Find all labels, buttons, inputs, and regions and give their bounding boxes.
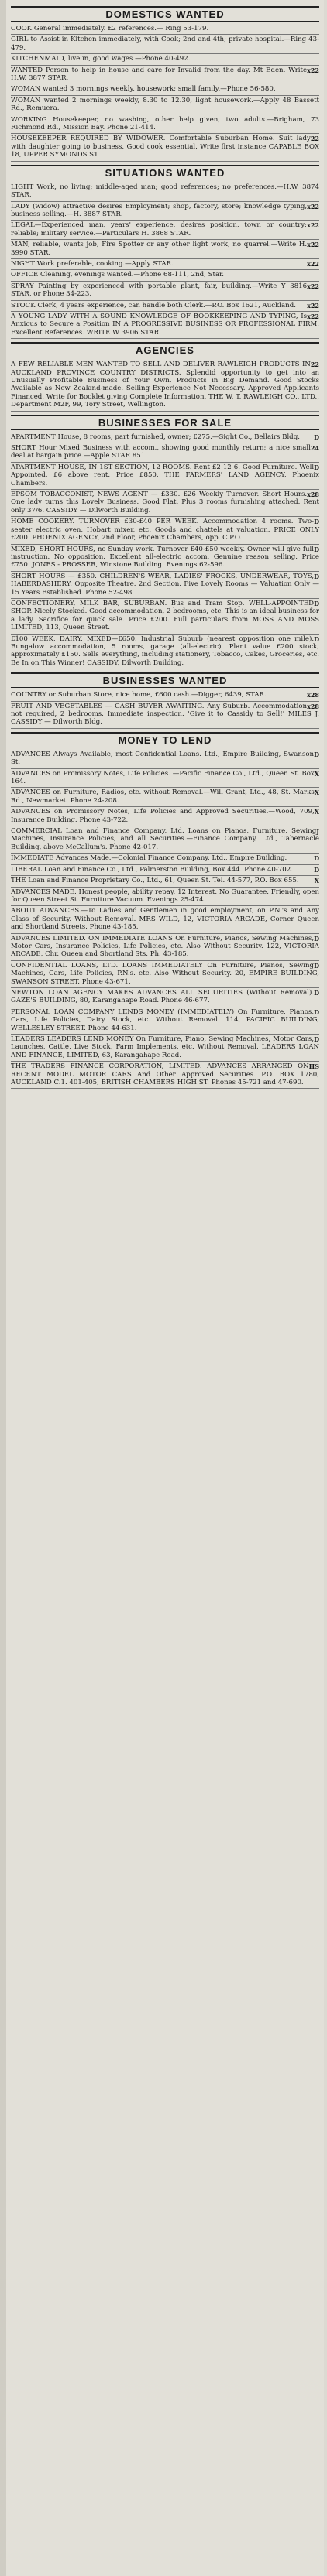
classified-ad <box>11 115 319 135</box>
ad-text: PERSONAL LOAN COMPANY LENDS MONEY (IMMEDIATELY) On Furniture, Pianos, Cars, Life Policies, Dairy Stock, etc. Without Removal. 114, PACIFIC BUILDING, WELLESLEY STREET. Phone 44-631. <box>11 1007 319 1032</box>
ad-text: MIXED, SHORT HOURS, no Sunday work. Turnover £40-£50 weekly. Owner will give full instruction. No opposition. Excellent all-electric accom. Genuine reason selling. Price £750. JONES - PROSSER, Winstone Building. Evenings 62-596. <box>11 545 319 570</box>
ad-code: D <box>314 1007 319 1016</box>
ad-code: D <box>314 1035 319 1043</box>
ad-code: 22 <box>310 135 319 143</box>
ad-text: SPRAY Painting by experienced with portable plant, fair, building.—Write Y 3816 STAR, or Phone 34-223. <box>11 282 308 299</box>
classified-ad <box>11 826 319 854</box>
classified-ad <box>11 312 319 339</box>
classified-ad <box>11 134 319 161</box>
ad-text: WORKING Housekeeper, no washing, other help given, two adults.—Brigham, 73 Richmond Rd., Mission Bay. Phone 21-414. <box>11 115 319 132</box>
ad-code: X <box>314 769 319 778</box>
classified-ad <box>11 183 319 202</box>
classified-ad <box>11 769 319 789</box>
ad-text: KITCHENMAID, live in, good wages.—Phone 40-492. <box>11 55 191 63</box>
ad-text: SHORT HOURS — £350. CHILDREN'S WEAR, LADIES' FROCKS, UNDERWEAR, TOYS, HABERDASHERY. Opposite Theatre. 2nd Section. Five Lovely Rooms — Valuation Only — 15 Years Established. Phone 52-498. <box>11 572 319 597</box>
ad-code: D <box>314 635 319 643</box>
ad-code: D <box>314 750 319 758</box>
classified-ad <box>11 443 319 463</box>
ad-code: x22 <box>307 221 319 230</box>
ad-text: OFFICE Cleaning, evenings wanted.—Phone 68-111, 2nd, Star. <box>11 271 225 279</box>
ad-code: X <box>314 877 319 885</box>
classified-ad <box>11 599 319 635</box>
classified-ad <box>11 66 319 85</box>
ad-text: STOCK Clerk, 4 years experience, can handle both Clerk.—P.O. Box 1621, Auckland. <box>11 301 296 310</box>
ad-text: LIBERAL Loan and Finance Co., Ltd., Palmerston Building, Box 444. Phone 40-702. <box>11 865 293 874</box>
classified-ad <box>11 463 319 490</box>
ad-text: WOMAN wanted 3 mornings weekly, housework; small family.—Phone 56-580. <box>11 85 276 94</box>
ad-text: NEWTON LOAN AGENCY MAKES ADVANCES ALL SECURITIES (Without Removal). GAZE'S BUILDING, 80, Karangahape Road. Phone 46-677. <box>11 988 315 1005</box>
classified-ad <box>11 934 319 961</box>
ad-text: ADVANCES on Promissory Notes, Life Policies. —Pacific Finance Co., Ltd., Queen St. Box 164. <box>11 769 315 786</box>
classified-ad <box>11 96 319 115</box>
ad-code: D <box>314 433 319 441</box>
ad-code: x22 <box>307 282 319 290</box>
ad-code: D <box>314 865 319 874</box>
classified-ad <box>11 807 319 826</box>
classified-ad <box>11 888 319 907</box>
ad-text: FRUIT AND VEGETABLES — CASH BUYER AWAITING. Any Suburb. Accommodation not required, 2 bedrooms. Immediate inspection. 'Give it to Cassidy to Sell!' MILES J. CASSIDY — Dilworth Bldg. <box>11 702 319 727</box>
classified-ad <box>11 433 319 443</box>
ad-text: COUNTRY or Suburban Store, nice home, £600 cash.—Digger, 6439, STAR. <box>11 691 267 700</box>
classified-ad <box>11 876 319 887</box>
ad-text: MAN, reliable, wants job, Fire Spotter or any other light work, no quarrel.—Write H. 3990 STAR. <box>11 241 308 257</box>
ad-text: HOME COOKERY. TURNOVER £30-£40 PER WEEK. Accommodation 4 rooms. Two-seater electric oven, Hobart mixer, etc. Goods and chattels at valuation. PRICE ONLY £200. PHOENIX AGENCY, 2nd Floor, Phoenix Chambers, opp. C.P.O. <box>11 518 319 542</box>
classified-ad <box>11 1007 319 1035</box>
ad-text: CONFIDENTIAL LOANS, LTD. LOANS IMMEDIATELY On Furniture, Pianos, Sewing Machines, Cars, Life Policies, P.N.s. etc. Also Without Security. 20, EMPIRE BUILDING, SWANSON STREET. Phone 43-671. <box>11 961 319 986</box>
ad-text: ADVANCES on Furniture, Radios, etc. without Removal.—Will Grant, Ltd., 48, St. Marks Rd., Newmarket. Phone 24-208. <box>11 789 315 805</box>
ad-text: ADVANCES on Promissory Notes, Life Policies and Approved Securities.—Wood, 709, Insurance Building. Phone 43-722. <box>11 808 315 824</box>
classified-ad <box>11 788 319 807</box>
ad-code: D <box>314 961 319 970</box>
ad-text: £100 WEEK, DAIRY, MIXED—£650. Industrial Suburb (nearest opposition one mile). Bungalow accommodation, 5 rooms, garage (all-electric). Plant value £200 stock, approximately £150. Sells everything, including stationery, Tobacco, Cakes, Groceries, etc. Be In on This Winner! CASSIDY, Dilworth Building. <box>11 635 319 667</box>
ad-text: CONFECTIONERY, MILK BAR, SUBURBAN. Bus and Tram Stop. WELL-APPOINTED SHOP. Nicely Stocked. Good accommodation, 2 bedrooms, etc. This is an ideal business for a lady. Sacrifice for quick sale. Price £200. Full particulars from MOSS AND MOSS LIMITED, 113, Queen Street. <box>11 599 319 632</box>
ad-text: ABOUT ADVANCES.—To Ladies and Gentlemen in good employment, on P.N.'s and Any Class of Security. Without Removal. MRS WILD, 12, VICTORIA ARCADE, Corner Queen and Shortland Streets. Phone 43-185. <box>11 907 319 932</box>
classified-ad <box>11 988 319 1007</box>
section-heading: DOMESTICS WANTED <box>11 6 319 22</box>
ad-code: D <box>314 545 319 553</box>
ad-code: x22 <box>307 241 319 249</box>
ad-code: 24 <box>310 444 319 453</box>
ad-code: x22 <box>307 259 319 268</box>
ad-text: GIRL to Assist in Kitchen immediately, with Cook; 2nd and 4th; private hospital.—Ring 43-479. <box>11 36 319 52</box>
classified-ad <box>11 301 319 312</box>
section-heading: MONEY TO LEND <box>11 732 319 747</box>
ad-text: NIGHT Work preferable, cooking.—Apply STAR. <box>11 259 174 268</box>
classified-ad <box>11 635 319 670</box>
ad-text: COMMERCIAL Loan and Finance Company, Ltd. Loans on Pianos, Furniture, Sewing Machines, Insurance Policies, and all Securities.—Finance Company, Ltd., Tabernacle Building, above McCallum's. Phone 42-017. <box>11 827 319 851</box>
page-edge <box>0 0 6 2576</box>
ad-text: THE Loan and Finance Proprietary Co., Ltd., 61, Queen St. Tel. 44-577, P.O. Box 655. <box>11 877 299 885</box>
section-heading: SITUATIONS WANTED <box>11 165 319 180</box>
ad-text: A FEW RELIABLE MEN WANTED TO SELL AND DELIVER RAWLEIGH PRODUCTS IN AUCKLAND PROVINCE COUNTRY DISTRICTS. Splendid opportunity to get into an Unusually Profitable Business of Your Own. Products in Big Demand. Good Stocks Available as New Zealand-made. Selling Experience Not Necessary. Approved Applicants Financed. Write for Booklet giving Complete Information. THE W. T. RAWLEIGH CO., LTD., Department M2F, 99, Tory Street, Wellington. <box>11 361 319 409</box>
ad-code: x28 <box>307 491 319 499</box>
classified-ad <box>11 545 319 572</box>
classified-ad <box>11 572 319 599</box>
ad-code: D <box>314 599 319 607</box>
ad-code: D <box>314 934 319 942</box>
ad-code: x22 <box>307 66 319 74</box>
classified-ad <box>11 1035 319 1062</box>
ad-text: ADVANCES Always Available, most Confidential Loans. Ltd., Empire Building, Swanson St. <box>11 750 315 767</box>
ad-text: WOMAN wanted 2 mornings weekly, 8.30 to 12.30, light housework.—Apply 48 Bassett Rd., Remuera. <box>11 96 319 113</box>
section-heading: AGENCIES <box>11 342 319 357</box>
classified-ad <box>11 84 319 95</box>
classified-ad <box>11 24 319 35</box>
ad-code: D <box>314 854 319 863</box>
classified-ad <box>11 360 319 411</box>
ad-text: LEGAL—Experienced man, years' experience, desires position, town or country; reliable; military service.—Particulars H. 3868 STAR. <box>11 221 308 238</box>
classified-ad <box>11 259 319 270</box>
ad-text: EPSOM TOBACCONIST, NEWS AGENT — £330. £26 Weekly Turnover. Short Hours. One lady turns this Lovely Business. Good Flat. Plus 3 rooms furnishing attached. Rent only 37/6. CASSIDY — Dilworth Building. <box>11 491 319 515</box>
classified-ad <box>11 854 319 864</box>
ad-code: D <box>314 463 319 471</box>
classified-ad <box>11 517 319 544</box>
ad-code: X <box>314 808 319 816</box>
classified-ad <box>11 906 319 933</box>
classified-ad <box>11 240 319 259</box>
ad-code: D <box>314 988 319 997</box>
ad-code: x28 <box>307 702 319 710</box>
ad-text: COOK General immediately. £2 references.— Ring 53-179. <box>11 25 209 32</box>
ad-code: D <box>314 518 319 526</box>
ad-text: LEADERS LEADERS LEND MONEY On Furniture, Piano, Sewing Machines, Motor Cars, Launches, Cattle, Live Stock, Farm Implements, etc. Without Removal. LEADERS LOAN AND FINANCE, LIMITED, 63, Karangahape Road. <box>11 1035 319 1059</box>
ad-text: SHORT Hour Mixed Business with accom., showing good monthly return; a nice small deal at bargain price.—Apple STAR 851. <box>11 444 311 460</box>
ad-code: x22 <box>307 301 319 310</box>
classified-ad <box>11 1062 319 1089</box>
classified-ad <box>11 690 319 701</box>
ad-code: J <box>316 827 319 836</box>
classified-ad <box>11 702 319 729</box>
ad-code: X <box>314 789 319 797</box>
classified-column <box>6 0 324 2576</box>
ad-text: ADVANCES LIMITED. ON IMMEDIATE LOANS On Furniture, Pianos, Sewing Machines, Motor Cars, Insurance Policies, Life Policies, etc. Also Without Security. 122, VICTORIA ARCADE, Chr. Queen and Shortland Sts. Ph. 43-185. <box>11 934 319 959</box>
ad-code: x22 <box>307 312 319 320</box>
classified-ad <box>11 750 319 769</box>
ad-text: IMMEDIATE Advances Made.—Colonial Finance Company, Ltd., Empire Building. <box>11 854 287 863</box>
classified-ad <box>11 202 319 221</box>
ad-code: HS <box>308 1062 319 1071</box>
classified-ad <box>11 282 319 301</box>
ad-code: x22 <box>307 202 319 210</box>
classified-ad <box>11 270 319 281</box>
section-heading: BUSINESSES WANTED <box>11 672 319 688</box>
section-heading: BUSINESSES FOR SALE <box>11 415 319 430</box>
ad-code: x28 <box>307 691 319 700</box>
classified-ad <box>11 35 319 54</box>
ad-text: ADVANCES MADE. Honest people, ability repay. 12 Interest. No Guarantee. Friendly, open for Queen Street St. Furniture Vacuum. Evenings 25-474. <box>11 888 319 904</box>
classified-ad <box>11 490 319 517</box>
ad-code: D <box>314 572 319 580</box>
ad-code: 22 <box>310 361 319 369</box>
ad-text: HOUSEKEEPER REQUIRED BY WIDOWER. Comfortable Suburban Home. Suit lady with daughter going to business. Good cook essential. Write first instance CAPABLE BOX 18, UPPER SYMONDS ST. <box>11 135 319 159</box>
ad-text: LIGHT Work, no living; middle-aged man; good references; no preferences.—H.W. 3874 STAR. <box>11 183 319 200</box>
classified-ad <box>11 54 319 65</box>
ad-text: APARTMENT House, 8 rooms, part furnished, owner; £275.—Sight Co., Bellairs Bldg. <box>11 433 300 441</box>
ad-text: THE TRADERS FINANCE CORPORATION, LIMITED. ADVANCES ARRANGED ON RECENT MODEL MOTOR CARS And Other Approved Securities. P.O. BOX 1780, AUCKLAND C.1. 401-405, BRITISH CHAMBERS HIGH ST. Phones 45-721 and 47-690. <box>11 1062 319 1087</box>
ad-text: LADY (widow) attractive desires Employment; shop, factory, store; knowledge typing, business selling.—H. 3887 STAR. <box>11 202 308 218</box>
ad-text: WANTED Person to help in house and care for Invalid from the day. Mt Eden. Write H.W. 3877 STAR. <box>11 66 308 83</box>
classified-ad <box>11 865 319 876</box>
classified-ad <box>11 961 319 988</box>
classified-ad <box>11 221 319 240</box>
ad-text: APARTMENT HOUSE, IN 1ST SECTION, 12 ROOMS. Rent £2 12 6. Good Furniture. Well Appointed. £6 above rent. Price £850. THE FARMERS' LAND AGENCY, Phoenix Chambers. <box>11 463 319 487</box>
ad-text: A YOUNG LADY WITH A SOUND KNOWLEDGE OF BOOKKEEPING AND TYPING, Is Anxious to Secure a Position IN A PROGRESSIVE BUSINESS OR PROFESSIONAL FIRM. Excellent References. WRITE W 3906 STAR. <box>11 312 319 337</box>
